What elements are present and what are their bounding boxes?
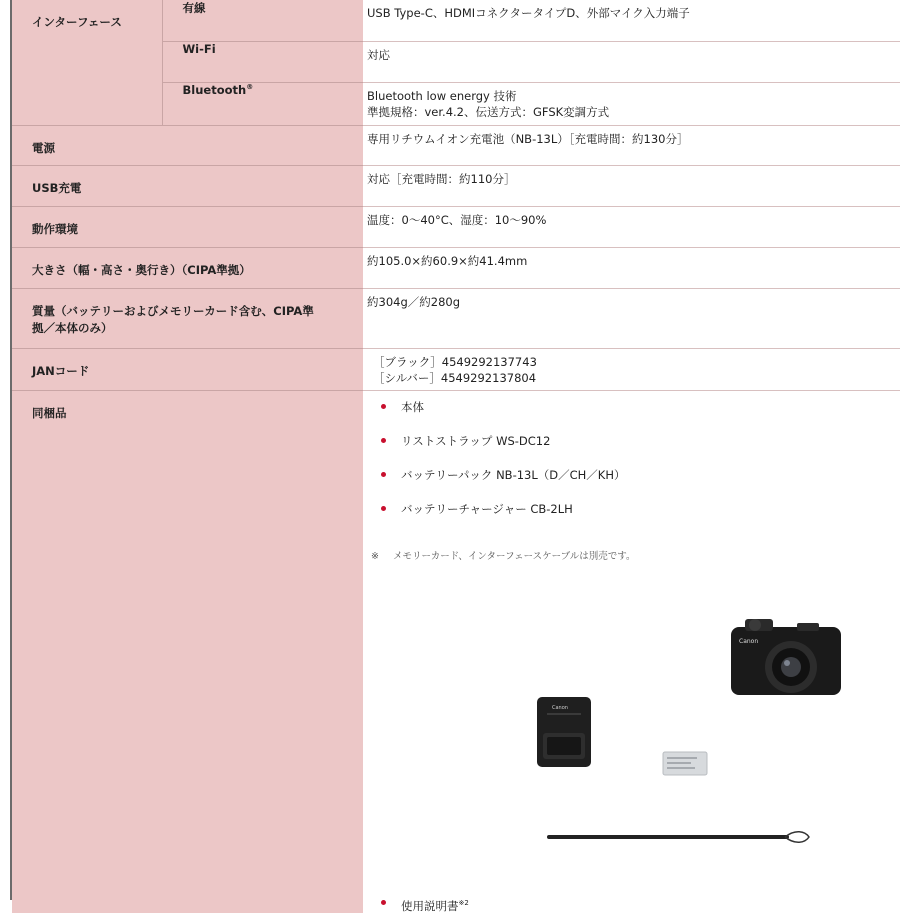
row-header-power: 電源 [12, 125, 363, 165]
value-environment: 温度：0〜40°C、湿度：10〜90% [363, 206, 900, 247]
table-row [12, 125, 900, 165]
sub-header-wifi: Wi-Fi [162, 41, 363, 82]
value-jan: ［ブラック］4549292137743 ［シルバー］4549292137804 [363, 348, 900, 390]
value-bluetooth: Bluetooth low energy 技術 準拠規格：ver.4.2、伝送方式：GFSK変調方式 [363, 82, 900, 125]
strap-image [547, 827, 813, 847]
table-row [12, 0, 900, 41]
bundle-note: ※ メモリーカード、インターフェースケーブルは別売です。 [371, 549, 900, 565]
list-item-manual: 使用説明書$^{※2}$ [367, 895, 900, 913]
table-row [12, 348, 900, 390]
row-header-environment: 動作環境 [12, 206, 363, 247]
svg-text:Canon: Canon [739, 638, 758, 645]
value-weight: 約304g／約280g [363, 288, 900, 348]
value-power: 専用リチウムイオン充電池（NB-13L）［充電時間：約130分］ [363, 125, 900, 165]
row-header-jan: JANコード [12, 348, 363, 390]
table-row [12, 165, 900, 206]
table-row [12, 206, 900, 247]
row-header-bundle: 同梱品 [12, 390, 363, 913]
value-size: 約105.0×約60.9×約41.4mm [363, 247, 900, 288]
list-item: バッテリーチャージャー CB-2LH [367, 501, 900, 535]
list-item: リストストラップ WS-DC12 [367, 433, 900, 467]
table-row [12, 247, 900, 288]
list-item: バッテリーパック NB-13L（D／CH／KH） [367, 467, 900, 501]
sub-header-wired: 有線 [162, 0, 363, 41]
battery-image [661, 749, 709, 777]
table-row [12, 390, 900, 913]
svg-text:Canon: Canon [552, 705, 568, 711]
row-header-weight: 質量（バッテリーおよびメモリーカード含む、CIPA準 拠／本体のみ） [12, 288, 363, 348]
sub-header-bluetooth: Bluetooth® [162, 82, 363, 125]
camera-image [727, 619, 847, 703]
row-header-size: 大きさ（幅・高さ・奥行き）（CIPA準拠） [12, 247, 363, 288]
bundle-illustration [367, 565, 887, 885]
value-bundle [363, 390, 900, 913]
value-usb-charge: 対応［充電時間：約110分］ [363, 165, 900, 206]
row-header-interface: インターフェース [12, 0, 162, 125]
spec-table [12, 0, 900, 913]
charger-image [533, 695, 595, 771]
table-row [12, 288, 900, 348]
bundle-list [367, 399, 900, 535]
row-header-usb-charge: USB充電 [12, 165, 363, 206]
left-edge-bar [0, 0, 12, 900]
list-item: 本体 [367, 399, 900, 433]
value-wifi: 対応 [363, 41, 900, 82]
value-wired: USB Type-C、HDMIコネクタータイプD、外部マイク入力端子 [363, 0, 900, 41]
